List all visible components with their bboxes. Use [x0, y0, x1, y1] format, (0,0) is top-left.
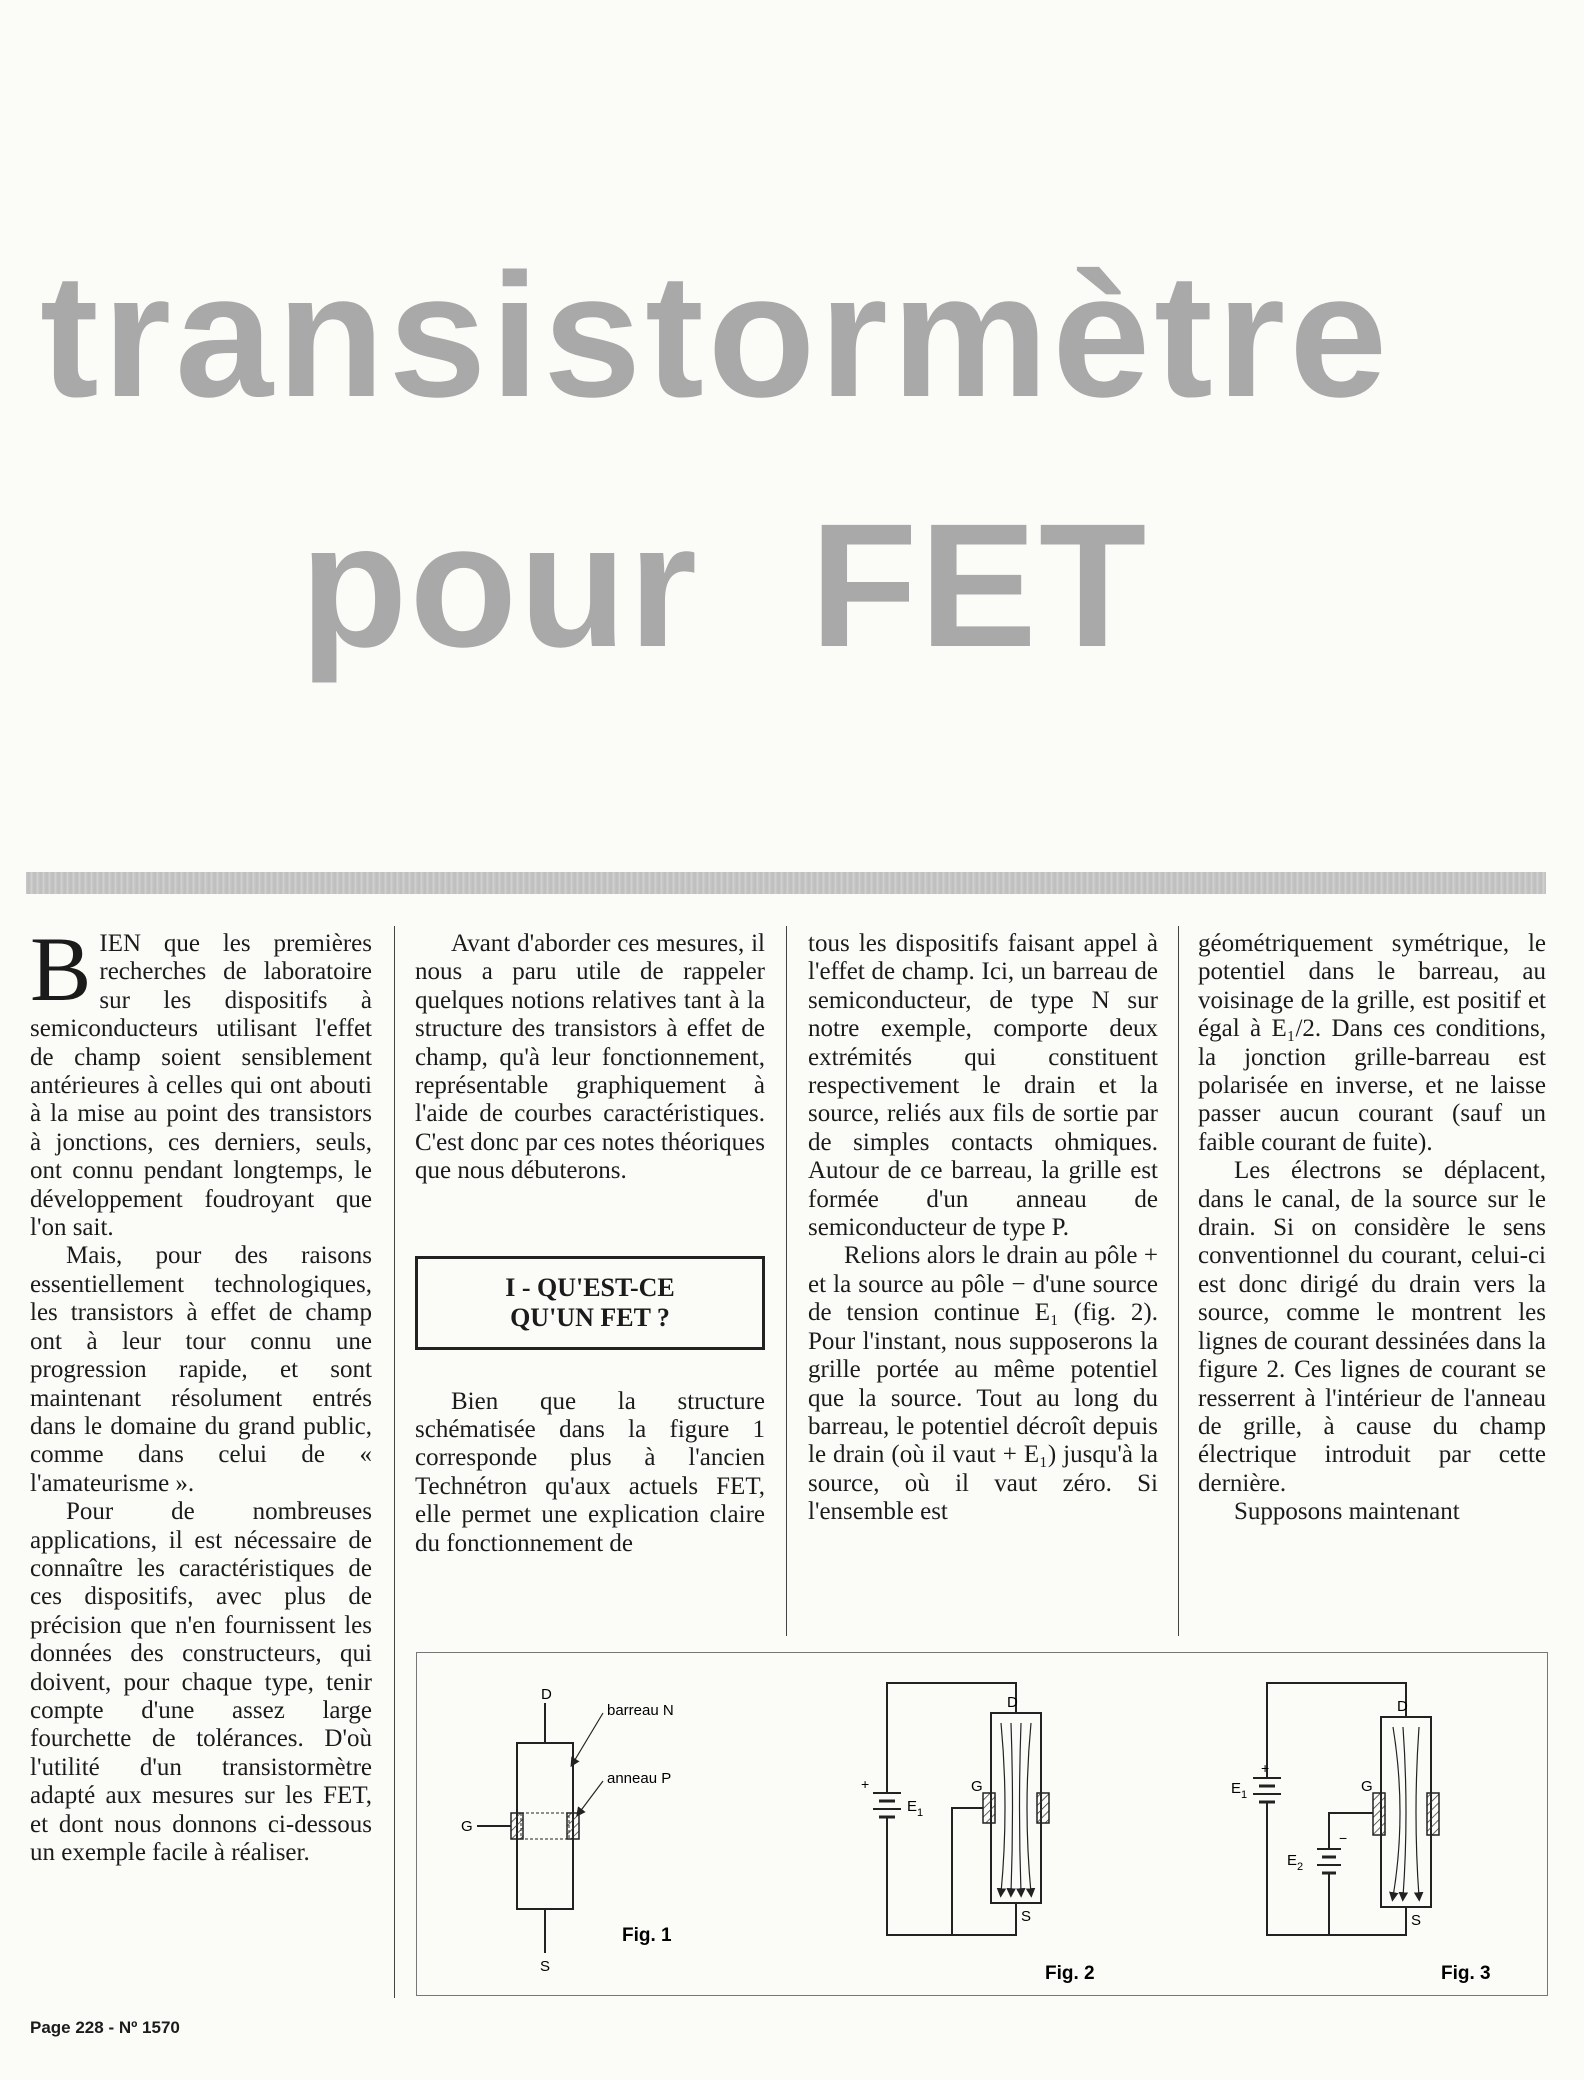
- fig2-label-e1: E: [907, 1798, 918, 1815]
- fig3-label-e1-sub: 1: [1241, 1789, 1248, 1801]
- fig2-label-g: G: [971, 1778, 983, 1795]
- fig1-label-d: D: [541, 1686, 552, 1703]
- fig3-label-g: G: [1361, 1778, 1373, 1795]
- intro-paragraph: [30, 918, 372, 1242]
- paragraph: Bien que la structure schématisée dans la figure 1 corresponde plus à l'ancien Technétron qu'aux actuels FET, elle permet une explication claire du fonctionnement de: [415, 1387, 765, 1557]
- figure-3: [1231, 1683, 1491, 1984]
- page-footer: Page 228 - Nº 1570: [30, 2018, 180, 2037]
- title-rule: [26, 872, 1546, 894]
- column-divider: [394, 926, 395, 1998]
- fig2-plus: +: [861, 1776, 870, 1792]
- paragraph: Relions alors le drain au pôle + et la source au pôle − d'une source de tension continue E₁ (fig. 2). Pour l'instant, nous supposerons la grille portée au même potentiel que la source. Tout au long du barreau, le potentiel décroît depuis le drain (où il vaut + E₁) jusqu'à la source, où il vaut zéro. Si l'ensemble est: [808, 1242, 1158, 1526]
- drop-cap: B: [30, 918, 92, 1020]
- fig1-label-barreau: barreau N: [607, 1702, 674, 1719]
- fig2-label-s: S: [1021, 1908, 1032, 1925]
- fig1-label-g: G: [461, 1818, 473, 1835]
- figure-2: [861, 1683, 1095, 1984]
- fig1-label-s: S: [540, 1958, 551, 1975]
- fig3-caption: Fig. 3: [1441, 1963, 1491, 1984]
- paragraph: tous les dispositifs faisant appel à l'effet de champ. Ici, un barreau de semiconducteur, de type N sur notre exemple, comporte deux extrémités qui constituent respectivement le drain et la source, reliés aux fils de sortie par de simples contacts ohmiques. Autour de ce barreau, la grille est formée d'un anneau de semiconducteur de type P.: [808, 930, 1158, 1242]
- figures-diagram: [417, 1653, 1547, 1995]
- column-3: [808, 930, 1158, 1527]
- paragraph: Mais, pour des raisons essentiellement technologiques, les transistors à effet de champ ont à leur tour connu une progression rapide, et sont maintenant résolument entrés dans le domaine du grand public, comme dans celui de « l'amateurisme ».: [30, 1242, 372, 1497]
- fig2-label-e1-sub: 1: [917, 1807, 924, 1819]
- fig3-label-d: D: [1397, 1698, 1408, 1715]
- title-line-2: pour FET: [300, 488, 1149, 684]
- section-heading-line-2: QU'UN FET ?: [510, 1302, 670, 1332]
- intro-text: IEN que les premières recherches de laboratoire sur les dispositifs à semiconducteurs utilisant l'effet de champ soient sensiblement antérieures à celles qui ont abouti à la mise au point des transistors à jonctions, ces derniers, seuls, ont connu pendant longtemps, le développement foudroyant que l'on sait.: [30, 930, 372, 1242]
- fig3-plus: +: [1261, 1760, 1270, 1776]
- fig2-label-d: D: [1007, 1694, 1018, 1711]
- figures-panel: [416, 1652, 1548, 1996]
- title-line-1: transistormètre: [40, 238, 1392, 434]
- paragraph: Supposons maintenant: [1234, 1498, 1460, 1526]
- column-4: [1198, 930, 1546, 1527]
- fig1-label-anneau: anneau P: [607, 1770, 672, 1787]
- fig3-label-e2-sub: 2: [1297, 1861, 1304, 1873]
- section-heading-line-1: I - QU'EST-CE: [505, 1272, 675, 1302]
- fig3-minus: −: [1339, 1830, 1348, 1846]
- section-heading: [415, 1256, 765, 1350]
- column-2: [415, 930, 765, 1558]
- fig1-caption: Fig. 1: [622, 1925, 672, 1946]
- paragraph: géométriquement symétrique, le potentiel dans le barreau, au voisinage de la grille, est positif et égal à E₁/2. Dans ces conditions, la jonction grille-barreau est polarisée en inverse, et ne laisse passer aucun courant (sauf un faible courant de fuite).: [1198, 930, 1546, 1156]
- figure-1: [461, 1686, 674, 1975]
- fig3-label-s: S: [1411, 1912, 1422, 1929]
- paragraph: Avant d'aborder ces mesures, il nous a paru utile de rappeler quelques notions relatives tant à la structure des transistors à effet de champ, qu'à leur fonctionnement, représentable graphiquement à l'aide de courbes caractéristiques. C'est donc par ces notes théoriques que nous débuterons.: [415, 930, 765, 1185]
- fig3-label-e1: E: [1231, 1780, 1242, 1797]
- column-divider: [786, 926, 787, 1636]
- fig3-label-e2: E: [1287, 1852, 1298, 1869]
- paragraph: Pour de nombreuses applications, il est nécessaire de connaître les caractéristiques de ces dispositifs, avec plus de précision que n'en fournissent les données des constructeurs, qui doivent, pour chaque type, tenir compte d'une assez large fourchette de tolérances. D'où l'utilité d'un transistormètre adapté aux mesures sur les FET, et dont nous donnons ci-dessous un exemple facile à réaliser.: [30, 1498, 372, 1866]
- column-divider: [1178, 926, 1179, 1636]
- fig2-caption: Fig. 2: [1045, 1963, 1095, 1984]
- column-1: [30, 918, 372, 1867]
- paragraph: Les électrons se déplacent, dans le canal, de la source sur le drain. Si on considère le sens conventionnel du courant, celui-ci est donc dirigé du drain vers la source, comme le montrent les lignes de courant dessinées dans la figure 2. Ces lignes de courant se resserrent à l'intérieur de l'anneau de grille, à cause du champ électrique introduit par cette dernière.: [1198, 1157, 1546, 1497]
